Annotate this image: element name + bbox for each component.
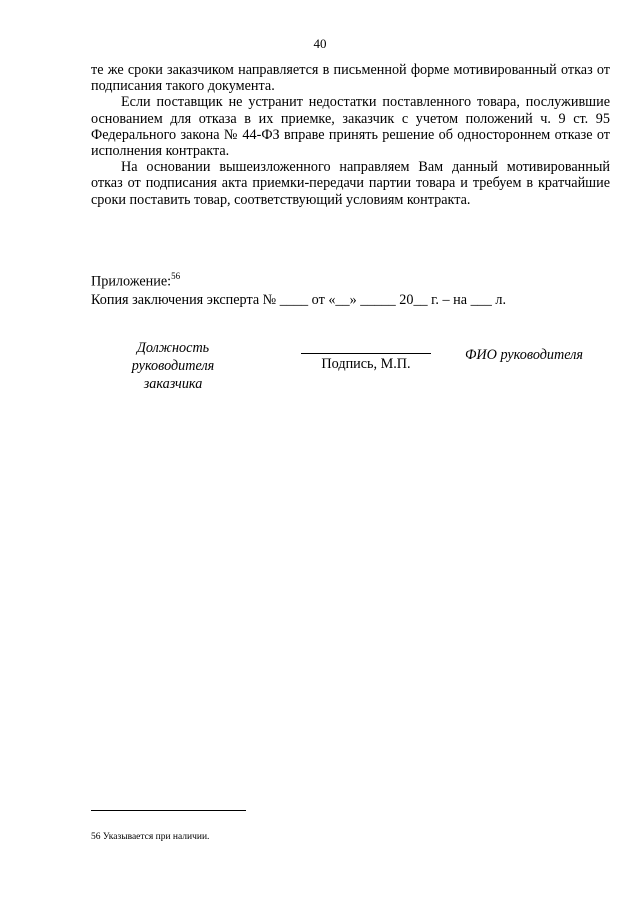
- paragraph-demand: На основании вышеизложенного направляем Вам данный мотивированный отказ от подписания акта приемки-передачи партии товара и требуем в кратчайшие сроки поставить товар, соответствующий условиям контракта.: [91, 159, 610, 208]
- paragraph-continuation: те же сроки заказчиком направляется в письменной форме мотивированный отказ от подписания такого документа.: [91, 62, 610, 95]
- footnote-text: 56 Указывается при наличии.: [91, 832, 210, 842]
- signature-line: [301, 353, 431, 354]
- appendix-line: Копия заключения эксперта № ____ от «__» _____ 20__ г. – на ___ л.: [91, 291, 507, 308]
- signer-position: [97, 339, 249, 393]
- page-number: 40: [313, 36, 327, 51]
- footnote-reference: 56: [171, 271, 181, 281]
- body-text: [91, 62, 610, 208]
- signer-position-line1: Должность руководителя: [131, 340, 215, 374]
- appendix-heading: [91, 268, 610, 291]
- footnote-divider: [91, 810, 246, 811]
- signer-position-line2: заказчика: [143, 376, 203, 392]
- signer-name: ФИО руководителя: [465, 347, 583, 363]
- appendix-label: Приложение:: [91, 273, 172, 290]
- signature-caption: Подпись, М.П.: [321, 356, 411, 372]
- appendix-section: [91, 268, 610, 309]
- paragraph-supplier-defects: Если поставщик не устранит недостатки поставленного товара, послужившие основанием для отказа в их приемке, заказчик с учетом положений ч. 9 ст. 95 Федерального закона № 44-ФЗ вправе принять решение об одностороннем отказе от исполнения контракта.: [91, 94, 610, 160]
